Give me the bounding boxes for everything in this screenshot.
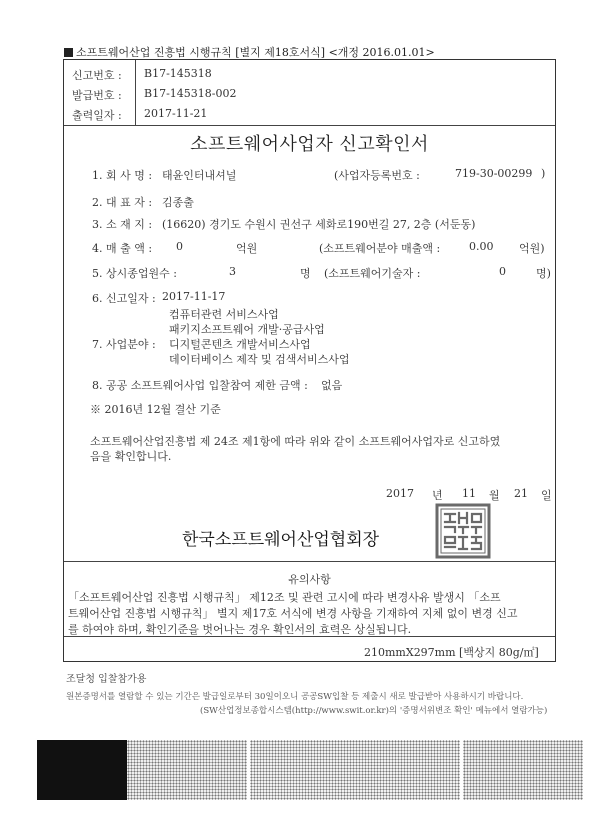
bizno-label: (사업자등록번호 :: [334, 169, 420, 182]
issue-no-value: B17-145318-002: [144, 87, 237, 100]
print-date-value: 2017-11-21: [144, 107, 208, 120]
footer-note-1: 원본증명서를 열람할 수 있는 기간은 발급일로부터 30일이오니 공공SW입찰 등 제출시 새로 발급받아 사용하시기 바랍니다.: [66, 692, 524, 702]
issue-no-label: 발급번호 :: [72, 89, 122, 102]
barcode-dot-block: [463, 740, 583, 800]
report-date-label: 6. 신고일자 :: [92, 292, 156, 305]
confirm-year-unit: 년: [432, 489, 443, 502]
bizno-close: ): [541, 167, 546, 180]
sales-value: 0: [176, 240, 183, 253]
notice-title: 유의사항: [288, 573, 331, 586]
confirmation-line-2: 음을 확인합니다.: [90, 450, 172, 463]
divider-meta-column: [135, 60, 136, 125]
print-date-label: 출력일자 :: [72, 109, 122, 122]
confirmation-line-1: 소프트웨어산업진흥법 제 24조 제1항에 따라 위와 같이 소프트웨어사업자로 신고하였: [90, 435, 501, 448]
bizno-value: 719-30-00299: [455, 167, 533, 180]
divider-signature: [64, 561, 555, 562]
settlement-basis-note: ※ 2016년 12월 결산 기준: [90, 403, 221, 416]
confirm-year: 2017: [386, 487, 414, 500]
biz-field-label: 7. 사업분야 :: [92, 338, 156, 351]
sw-sales-value: 0.00: [469, 240, 494, 253]
form-rule-caption: [64, 44, 435, 60]
sales-unit: 억원: [236, 242, 258, 255]
sw-staff-label: (소프트웨어기술자 :: [324, 267, 421, 280]
ceo-value: 김종출: [162, 196, 194, 209]
report-no-value: B17-145318: [144, 67, 212, 80]
bid-limit-label: 8. 공공 소프트웨어사업 입찰참여 제한 금액 :: [92, 379, 308, 392]
notice-line-1: 「소프트웨어산업 진흥법 시행규칙」 제12조 및 관련 고시에 따라 변경사유 발생시 「소프: [68, 591, 501, 604]
paper-spec: 210mmX297mm [백상지 80g/㎡]: [364, 646, 539, 659]
barcode-dot-block: [250, 740, 460, 800]
address-label: 3. 소 재 지 :: [92, 218, 153, 231]
report-no-label: 신고번호 :: [72, 69, 122, 82]
biz-field-item: 패키지소프트웨어 개발·공급사업: [169, 323, 325, 336]
association-name: 한국소프트웨어산업협회장: [182, 530, 380, 550]
certificate-frame: [63, 59, 556, 662]
bid-limit-value: 없음: [321, 379, 343, 392]
report-date-value: 2017-11-17: [162, 290, 226, 303]
barcode-dot-block: [127, 740, 247, 800]
sw-staff-unit: 명): [536, 267, 551, 280]
sw-staff-value: 0: [499, 265, 506, 278]
staff-label: 5. 상시종업원수 :: [92, 267, 177, 280]
barcode-black-block: [37, 740, 127, 800]
company-value: 태윤인터내셔널: [162, 169, 237, 182]
official-seal-icon: [435, 503, 491, 559]
sw-sales-unit: 억원): [519, 242, 545, 255]
notice-line-2: 트웨어산업 진흥법 시행규칙」 별지 제17호 서식에 변경 사항을 기재하여 지체 없이 변경 신고: [68, 607, 518, 620]
confirm-day: 21: [514, 487, 528, 500]
sales-label: 4. 매 출 액 :: [92, 242, 153, 255]
company-label: 1. 회 사 명 :: [92, 169, 153, 182]
purpose-note: 조달청 입찰참가용: [66, 674, 147, 685]
document-title: 소프트웨어사업자 신고확인서: [190, 134, 429, 155]
sw-sales-label: (소프트웨어분야 매출액 :: [319, 242, 441, 255]
square-bullet-icon: [64, 48, 73, 57]
confirm-day-unit: 일: [541, 489, 552, 502]
rule-caption-text: 소프트웨어산업 진흥법 시행규칙 [별지 제18호서식] <개정 2016.01.01>: [76, 46, 435, 59]
footer-note-2: (SW산업정보종합시스템(http://www.swit.or.kr)의 '증명서위변조 확인' 메뉴에서 열람가능): [200, 706, 548, 716]
ceo-label: 2. 대 표 자 :: [92, 196, 153, 209]
biz-field-item: 데이터베이스 제작 및 검색서비스사업: [169, 353, 350, 366]
biz-field-item: 컴퓨터관련 서비스사업: [169, 308, 279, 321]
confirm-month-unit: 월: [489, 489, 500, 502]
confirm-month: 11: [462, 487, 476, 500]
staff-unit: 명: [300, 267, 311, 280]
address-value: (16620) 경기도 수원시 권선구 세화로190번길 27, 2층 (서둔동): [162, 218, 476, 231]
staff-value: 3: [229, 265, 236, 278]
biz-field-item: 디지털콘텐츠 개발서비스사업: [169, 338, 311, 351]
divider-meta: [64, 125, 555, 126]
notice-line-3: 를 하여야 하며, 확인기준을 벗어나는 경우 확인서의 효력은 상실됩니다.: [68, 623, 412, 636]
